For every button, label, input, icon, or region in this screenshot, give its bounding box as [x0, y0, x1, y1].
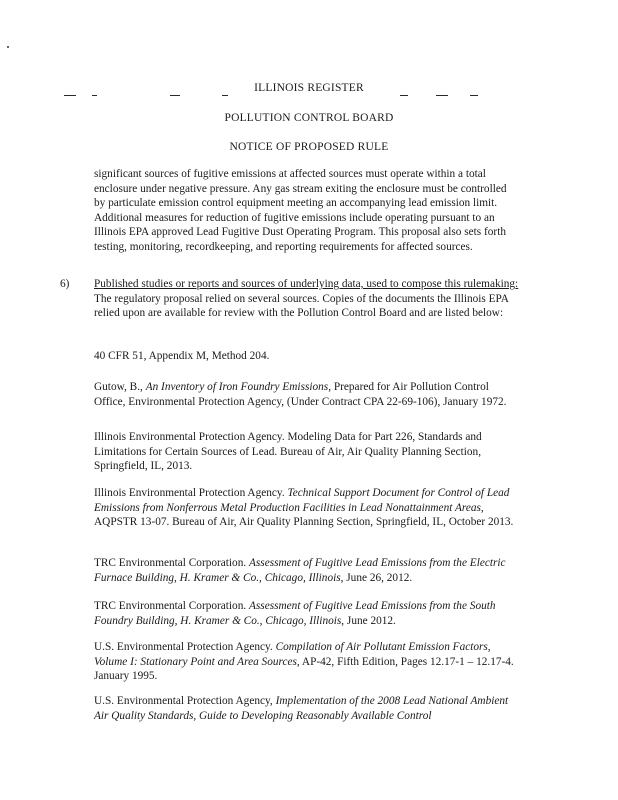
register-title: ILLINOIS REGISTER [254, 82, 364, 94]
reference-item: TRC Environmental Corporation. Assessment of Fugitive Lead Emissions from the Electric Furnace Building, H. Kramer & Co., Chicago, Illinois, June 26, 2012. [94, 557, 506, 584]
reference-item: 40 CFR 51, Appendix M, Method 204. [94, 350, 270, 362]
scan-dash [470, 95, 478, 96]
reference-item: TRC Environmental Corporation. Assessment of Fugitive Lead Emissions from the South Foundry Building, H. Kramer & Co., Chicago, Illinois, June 2012. [94, 600, 496, 627]
scan-speck [7, 46, 9, 48]
section-heading: Published studies or reports and sources of underlying data, used to compose this rulemaking: [94, 278, 519, 290]
reference-item: Gutow, B., An Inventory of Iron Foundry Emissions, Prepared for Air Pollution Control Office, Environmental Protection Agency, (Under Contract CPA 22-69-106), January 1972. [94, 381, 507, 408]
section-text: The regulatory proposal relied on several sources. Copies of the documents the Illinois EPA relied upon are available for review with the Pollution Control Board and are listed below: [94, 292, 509, 319]
reference-item: Illinois Environmental Protection Agency. Modeling Data for Part 226, Standards and Limitations for Certain Sources of Lead. Bureau of Air, Air Quality Planning Section, Springfield, IL, 2013. [94, 431, 482, 472]
section-number: 6) [60, 278, 70, 290]
board-title: POLLUTION CONTROL BOARD [224, 112, 394, 124]
reference-item: U.S. Environmental Protection Agency. Compilation of Air Pollutant Emission Factors, Volume I: Stationary Point and Area Sources, AP-42, Fifth Edition, Pages 12.17-1 – 12.17-4. January 1995. [94, 641, 514, 682]
scan-dash [92, 95, 97, 96]
section-6-paragraph [94, 277, 522, 321]
reference-item: U.S. Environmental Protection Agency, Implementation of the 2008 Lead National Ambient Air Quality Standards, Guide to Developing Reasonably Available Control [94, 695, 509, 722]
reference-item: Illinois Environmental Protection Agency. Technical Support Document for Control of Lead Emissions from Nonferrous Metal Production Facilities in Lead Nonattainment Areas, AQPSTR 13-07. Bureau of Air, Air Quality Planning Section, Springfield, IL, October 2013. [94, 487, 514, 528]
notice-title: NOTICE OF PROPOSED RULE [229, 141, 389, 153]
scan-dash [170, 95, 180, 96]
intro-paragraph: significant sources of fugitive emissions at affected sources must operate within a total enclosure under negative pressure. Any gas stream exiting the enclosure must be controlled by particulate emission control equipment meeting an accompanying lead emission limit. Additional measures for reduction of fugitive emissions include operating pursuant to an Illinois EPA approved Lead Fugitive Dust Operating Program. This proposal also sets forth testing, monitoring, recordkeeping, and reporting requirements for affected sources. [94, 168, 507, 253]
scan-dash [222, 95, 228, 96]
scan-dash [436, 95, 448, 96]
scan-dash [64, 95, 76, 96]
scan-dash [400, 95, 408, 96]
